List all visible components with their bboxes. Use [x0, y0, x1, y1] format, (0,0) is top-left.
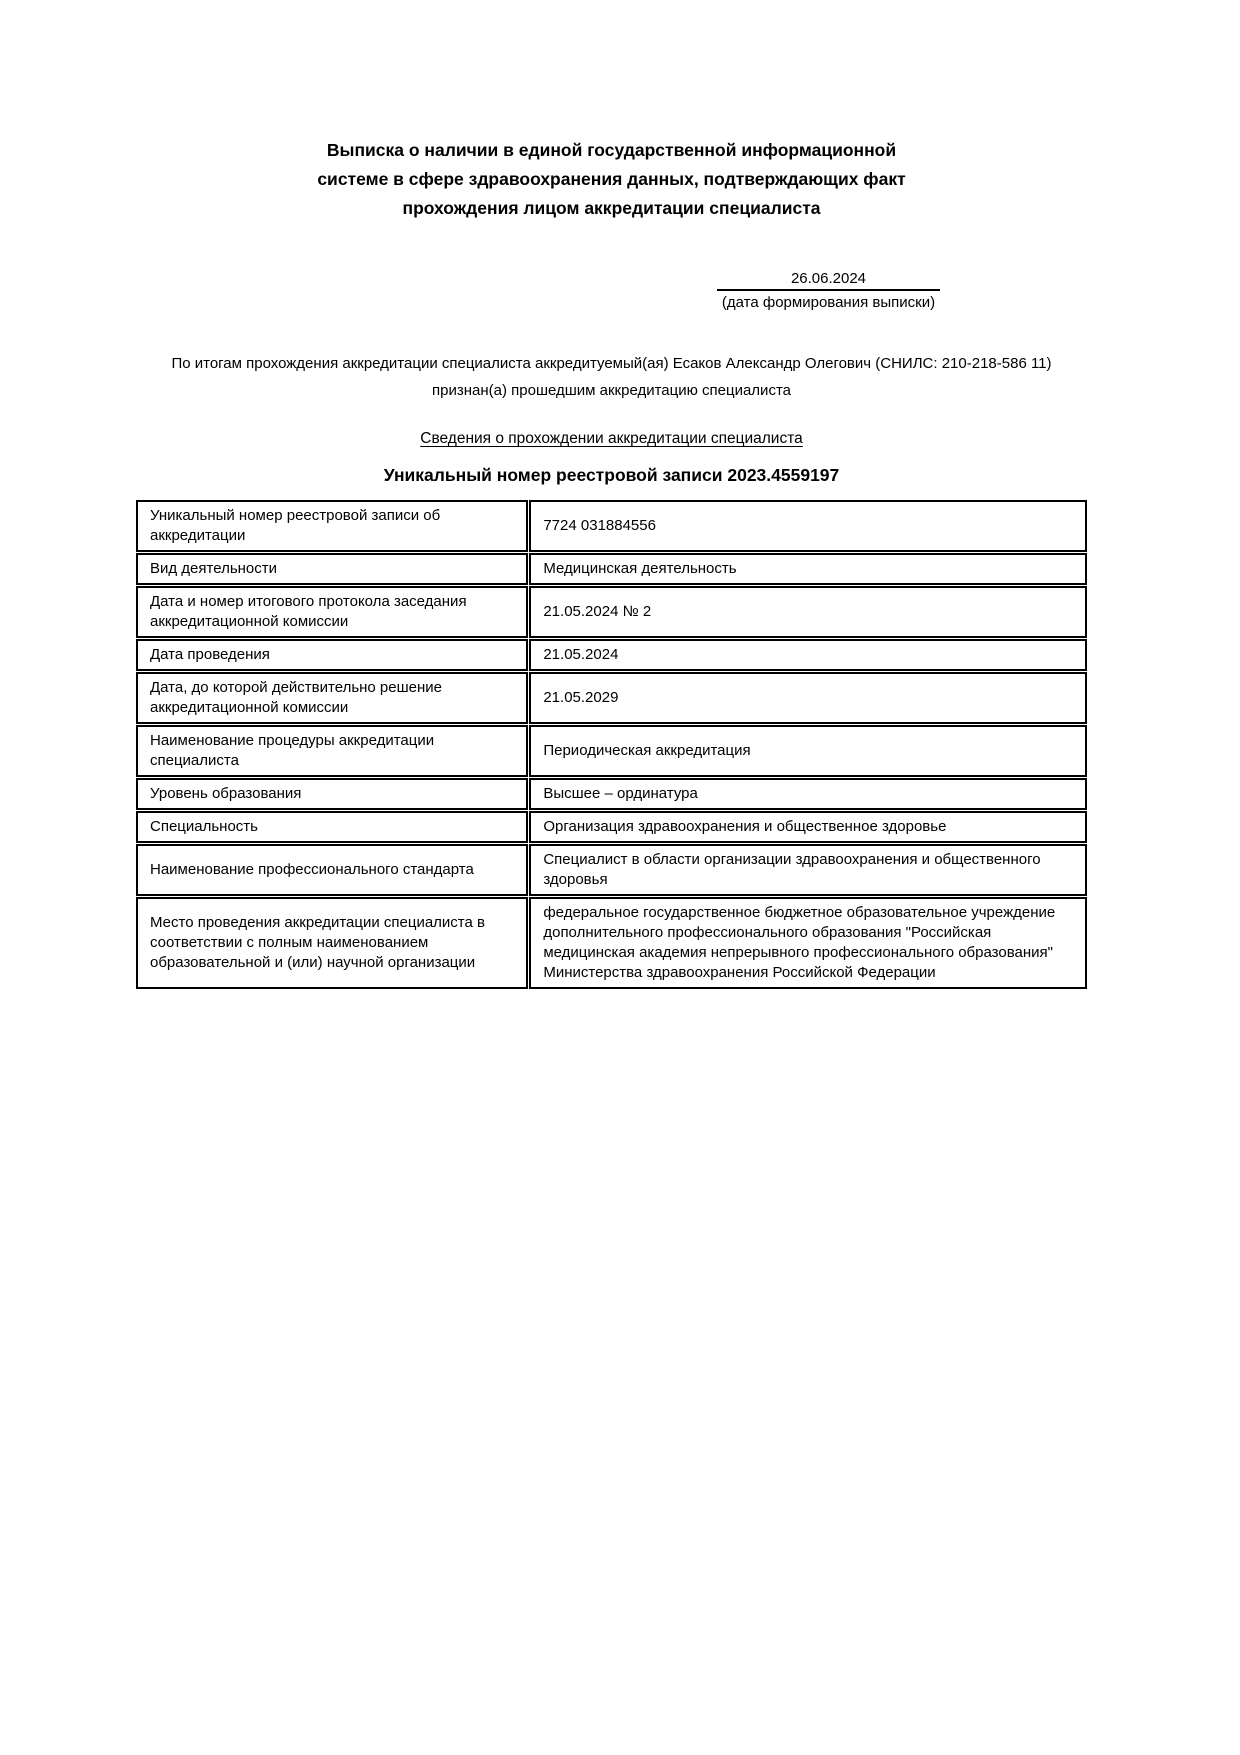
- section-heading: Сведения о прохождении аккредитации специалиста: [420, 430, 803, 447]
- table-row: [136, 500, 1087, 552]
- row-label-protocol-date-number: Дата и номер итогового протокола заседания аккредитационной комиссии: [136, 586, 528, 638]
- row-label-specialty: Специальность: [136, 811, 528, 843]
- document-title-line-3: прохождения лицом аккредитации специалиста: [402, 198, 821, 218]
- table-row: [136, 811, 1087, 843]
- registry-number-heading: Уникальный номер реестровой записи 2023.4559197: [383, 465, 840, 485]
- intro-paragraph: По итогам прохождения аккредитации специалиста аккредитуемый(ая) Есаков Александр Олегович (СНИЛС: 210-218-586 11) признан(а) прошедшим аккредитацию специалиста: [171, 355, 1052, 399]
- table-row: [136, 553, 1087, 585]
- row-label-accreditation-registry-number: Уникальный номер реестровой записи об аккредитации: [136, 500, 528, 552]
- row-label-accreditation-place: Место проведения аккредитации специалиста в соответствии с полным наименованием образовательной и (или) научной организации: [136, 897, 528, 989]
- document-title-line-1: Выписка о наличии в единой государственной информационной: [326, 140, 897, 160]
- row-value-accreditation-registry-number: 7724 031884556: [529, 500, 1087, 552]
- table-row: [136, 778, 1087, 810]
- row-label-activity-type: Вид деятельности: [136, 553, 528, 585]
- table-row: [136, 639, 1087, 671]
- row-value-education-level: Высшее – ординатура: [529, 778, 1087, 810]
- table-row: [136, 672, 1087, 724]
- row-value-conduct-date: 21.05.2024: [529, 639, 1087, 671]
- row-value-procedure-name: Периодическая аккредитация: [529, 725, 1087, 777]
- row-label-conduct-date: Дата проведения: [136, 639, 528, 671]
- document-content: [135, 0, 1088, 990]
- row-value-specialty: Организация здравоохранения и общественное здоровье: [529, 811, 1087, 843]
- extract-date-caption: (дата формирования выписки): [721, 294, 936, 311]
- row-label-professional-standard: Наименование профессионального стандарта: [136, 844, 528, 896]
- document-title-line-2: системе в сфере здравоохранения данных, подтверждающих факт: [317, 169, 906, 189]
- row-label-education-level: Уровень образования: [136, 778, 528, 810]
- row-value-accreditation-place: федеральное государственное бюджетное образовательное учреждение дополнительного профессионального образования "Российская медицинская академия непрерывного профессионального образования" Министерства здравоохранения Российской Федерации: [529, 897, 1087, 989]
- accreditation-table: [135, 499, 1088, 990]
- table-row: [136, 897, 1087, 989]
- row-value-protocol-date-number: 21.05.2024 № 2: [529, 586, 1087, 638]
- extract-date-block: [717, 269, 940, 312]
- row-value-activity-type: Медицинская деятельность: [529, 553, 1087, 585]
- row-value-professional-standard: Специалист в области организации здравоохранения и общественного здоровья: [529, 844, 1087, 896]
- table-row: [136, 586, 1087, 638]
- extract-date: 26.06.2024: [717, 269, 940, 291]
- row-label-valid-until-date: Дата, до которой действительно решение аккредитационной комиссии: [136, 672, 528, 724]
- row-label-procedure-name: Наименование процедуры аккредитации специалиста: [136, 725, 528, 777]
- accreditation-table-body: [136, 500, 1087, 989]
- document-title: [135, 136, 1088, 223]
- row-value-valid-until-date: 21.05.2029: [529, 672, 1087, 724]
- table-row: [136, 725, 1087, 777]
- table-row: [136, 844, 1087, 896]
